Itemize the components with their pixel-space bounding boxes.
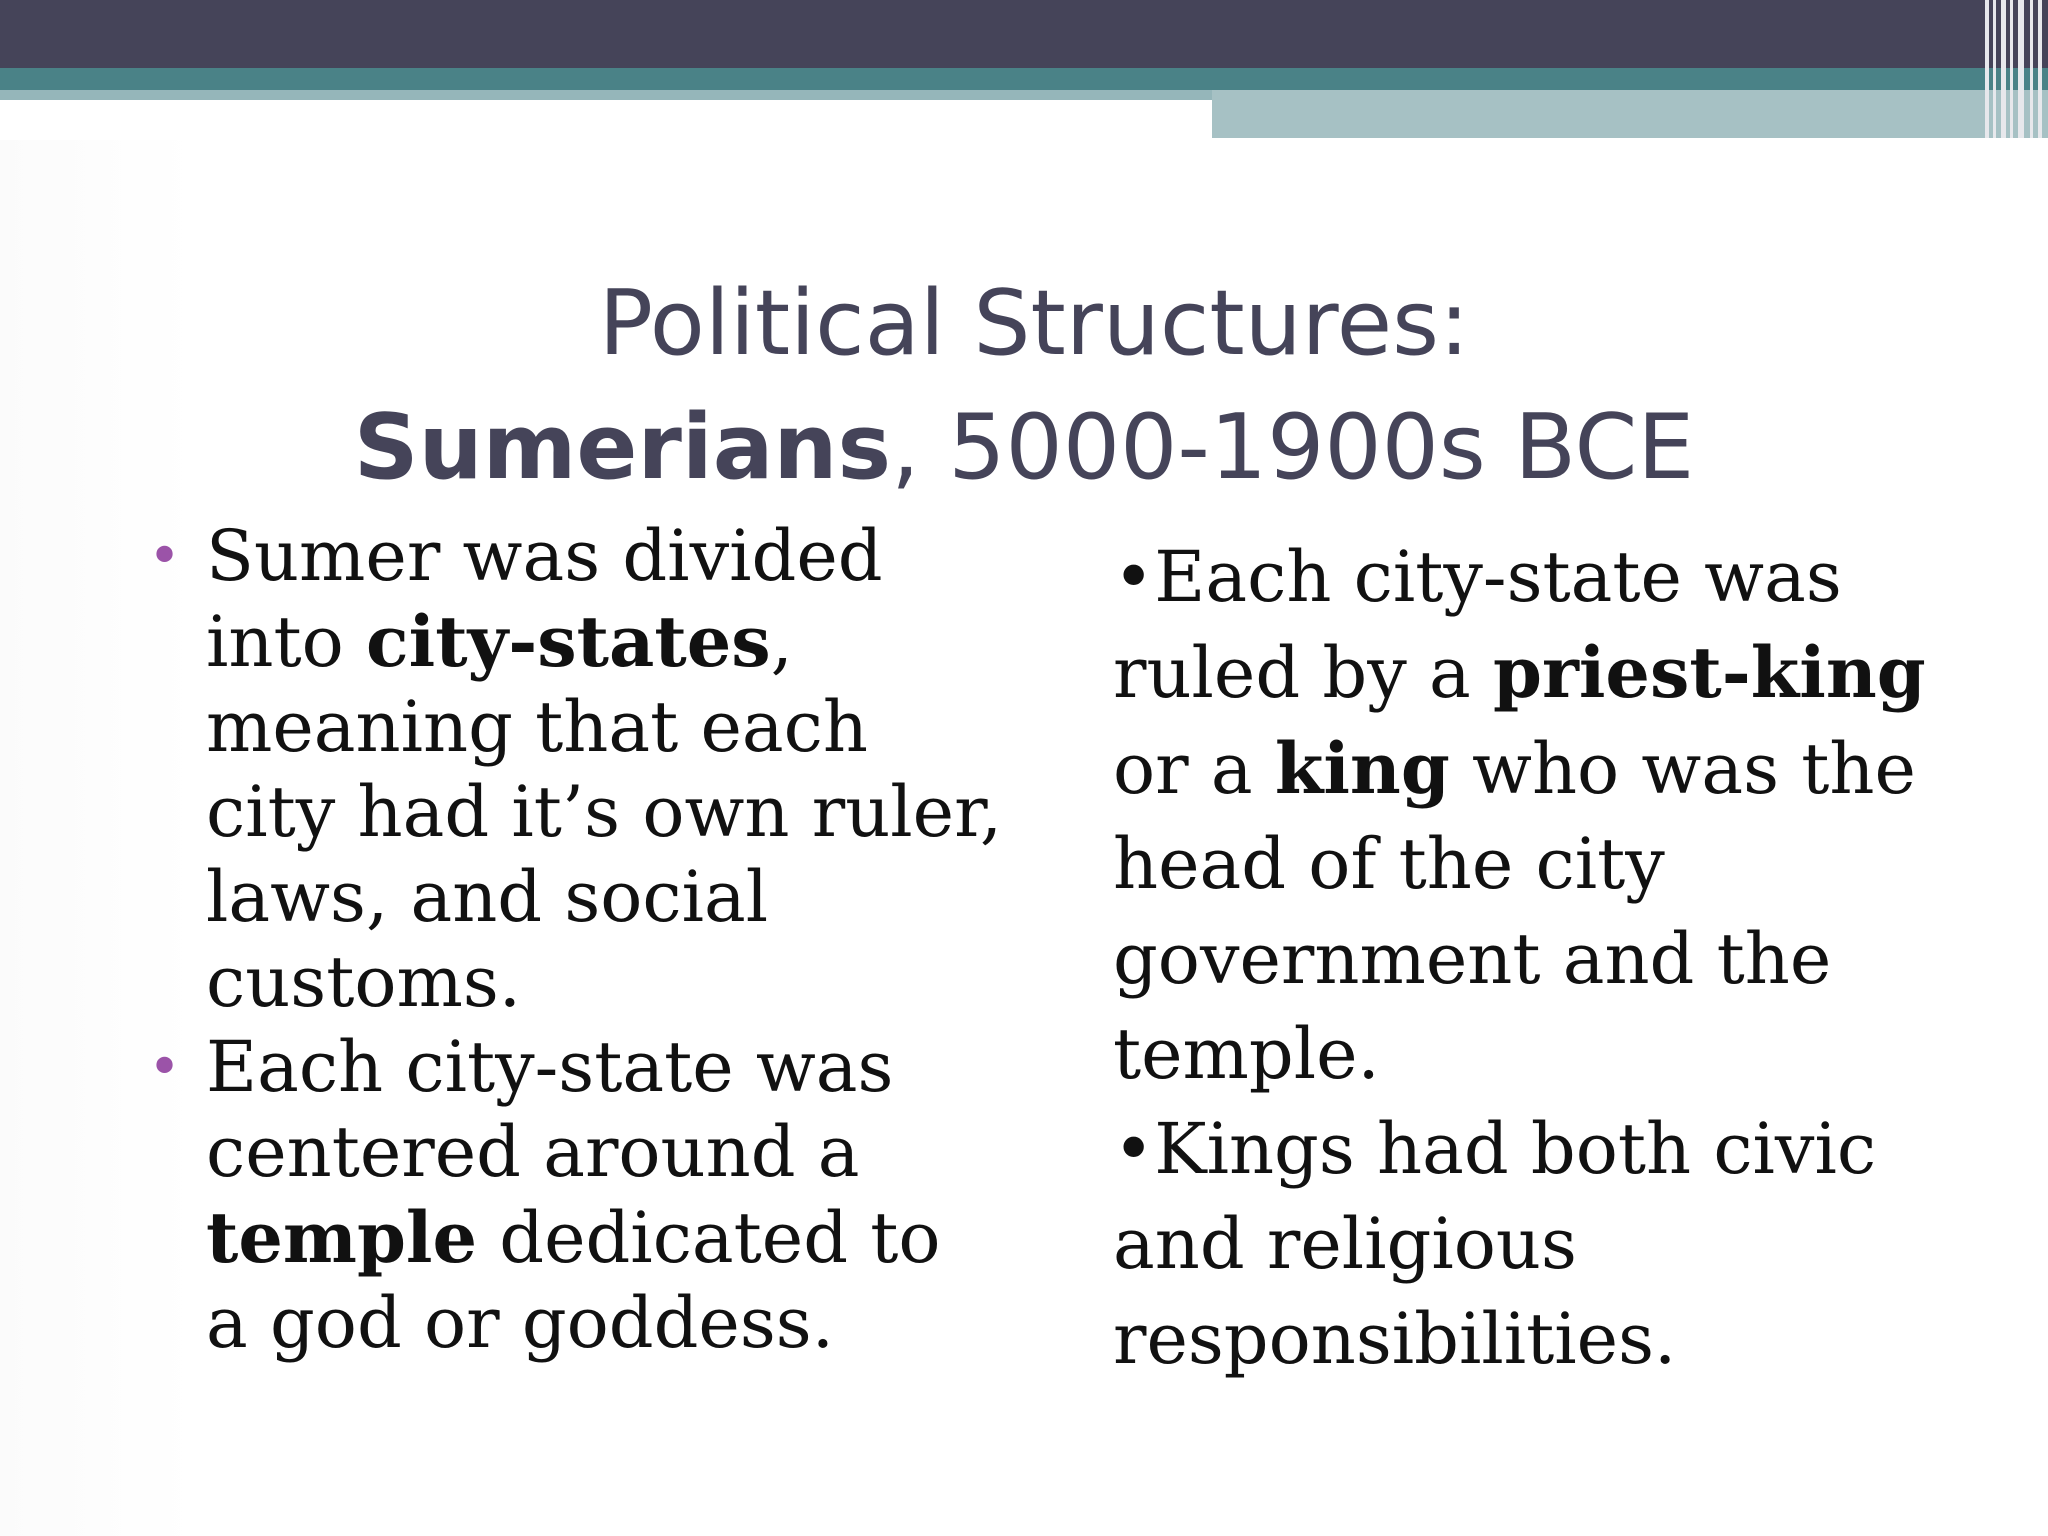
header-stripe <box>2030 0 2033 138</box>
bold-term: king <box>1274 727 1450 810</box>
header-stripe <box>1993 0 1996 138</box>
left-bullet-list <box>148 514 1048 1366</box>
header-stripe <box>2038 0 2042 138</box>
text-line: government and the <box>1113 918 1832 1000</box>
bullet-icon: • <box>148 524 182 589</box>
header-stripe <box>2018 0 2024 138</box>
left-bullet-item <box>148 1025 1048 1366</box>
text-line: customs. <box>206 941 522 1023</box>
text-line: responsibilities. <box>1113 1298 1677 1380</box>
title-line-1: Political Structures: <box>598 271 1470 376</box>
text-line: meaning that each <box>206 686 868 768</box>
header-stripe <box>2010 0 2013 138</box>
title-date-range: , 5000-1900s BCE <box>891 395 1695 500</box>
text-line: Each city-state was <box>206 1026 894 1108</box>
header-bar-teal <box>0 68 2048 90</box>
header-bar-dark <box>0 0 2048 68</box>
title-bold-term: Sumerians <box>353 395 892 500</box>
text-line: •Each city-state was <box>1113 536 1842 618</box>
text-line: Sumer was divided <box>206 515 883 597</box>
text-line: or a king who was the <box>1113 727 1916 810</box>
bullet-icon: • <box>148 1035 182 1100</box>
text-line: temple. <box>1113 1013 1380 1095</box>
right-bullet-list <box>1113 530 2033 1387</box>
text-line: into city-states, <box>206 600 793 683</box>
text-line: city had it’s own ruler, <box>206 771 1003 853</box>
slide-title <box>0 262 2048 510</box>
right-bullet-item <box>1113 1102 2033 1387</box>
text-line: and religious <box>1113 1203 1577 1285</box>
text-line: centered around a <box>206 1111 860 1193</box>
bold-term: city-states <box>366 600 771 683</box>
text-line: temple dedicated to <box>206 1196 941 1279</box>
text-line: a god or goddess. <box>206 1282 834 1364</box>
bold-term: priest-king <box>1493 631 1926 714</box>
right-bullet-item <box>1113 530 2033 1102</box>
header-bar-light <box>1212 90 2048 138</box>
text-line: head of the city <box>1113 823 1665 905</box>
text-line: laws, and social <box>206 856 769 938</box>
header-bar-teal-thin <box>0 90 1212 100</box>
bold-term: temple <box>206 1196 478 1279</box>
text-line: ruled by a priest-king <box>1113 631 1926 714</box>
header-stripe <box>2001 0 2006 138</box>
header-stripe <box>1985 0 1989 138</box>
text-line: •Kings had both civic <box>1113 1108 1877 1190</box>
title-line-2 <box>0 386 2048 510</box>
left-bullet-item <box>148 514 1048 1025</box>
